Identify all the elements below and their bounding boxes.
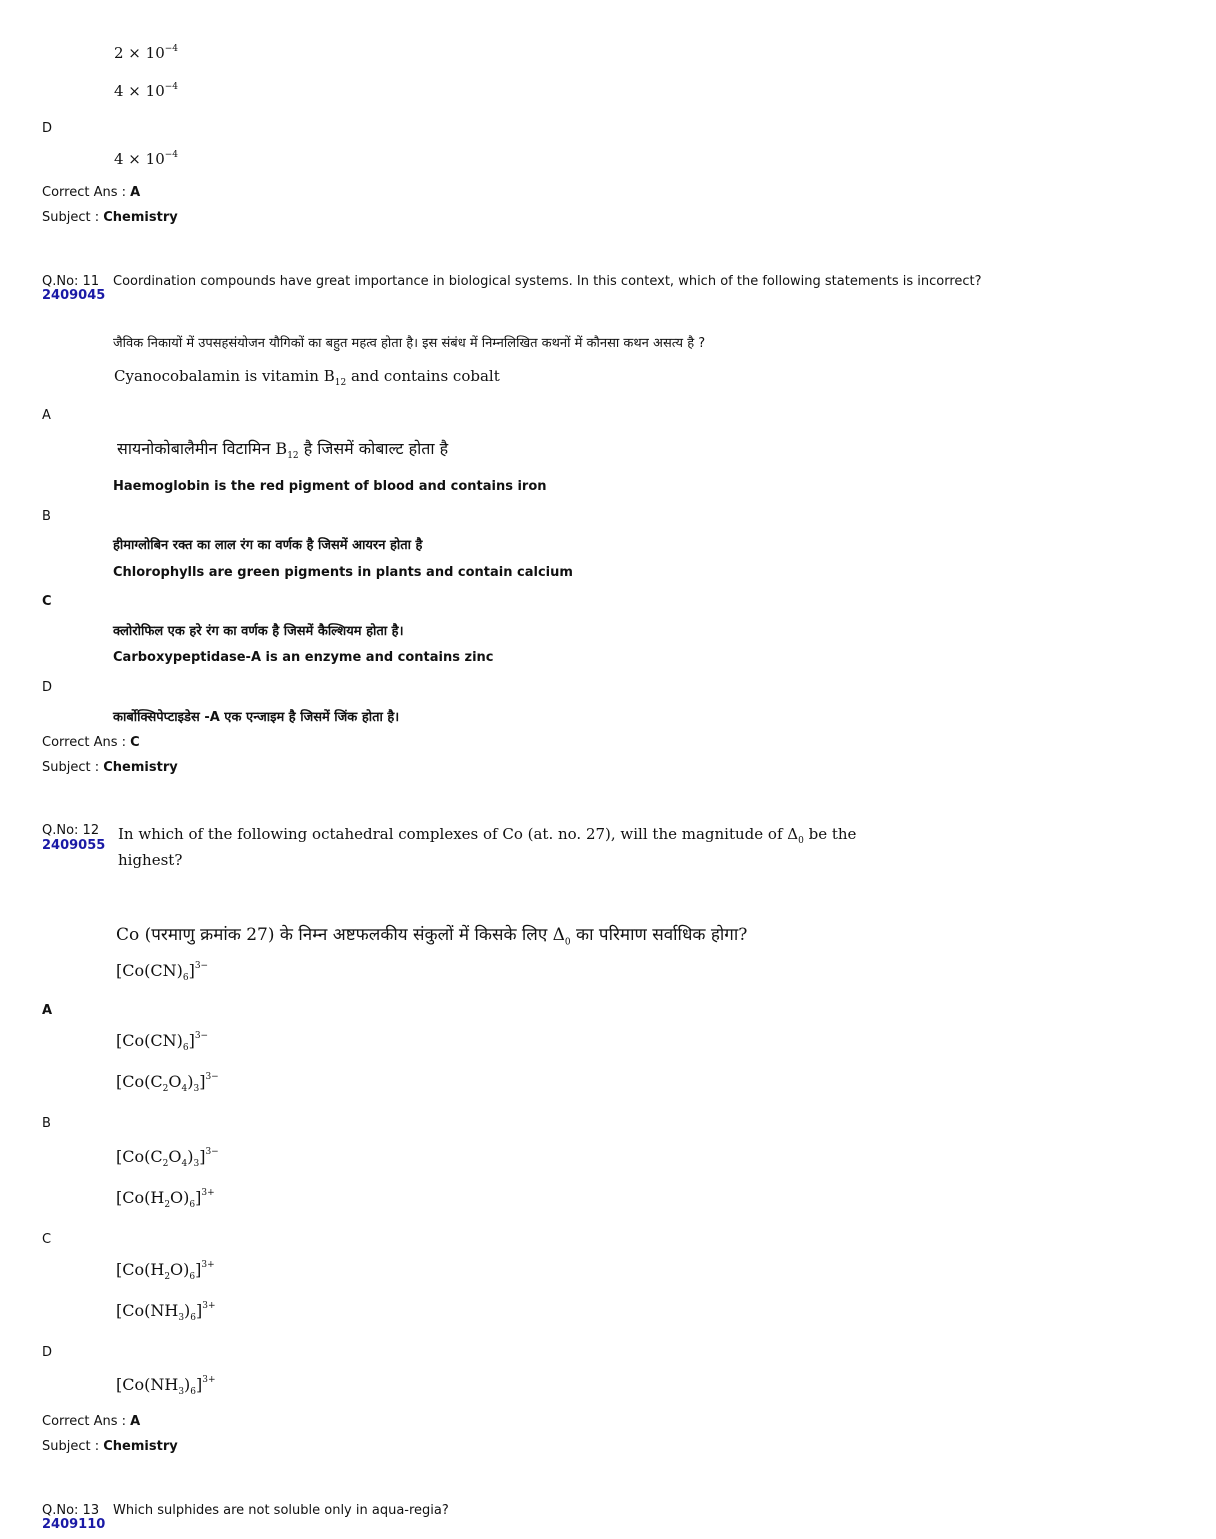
q11-subject: Subject : Chemistry <box>42 760 178 775</box>
q11-number: Q.No: 11 <box>42 274 100 289</box>
prev-option-d-label: D <box>42 121 53 136</box>
q11-option-c-english: Chlorophylls are green pigments in plants and contain calcium <box>113 565 573 580</box>
q11-text-english: Coordination compounds have great importance in biological systems. In this context, which of the following statements is incorrect? <box>113 274 982 289</box>
q12-option-a-hindi: $[Co(CN)_6]^{3-}$ <box>116 1031 209 1053</box>
q11-option-d-hindi: कार्बोक्सिपेप्टाइडेस -A एक एन्जाइम है जिसमें जिंक होता है। <box>113 710 400 725</box>
q12-option-c-hindi: $[Co(H_2O)_6]^{3+}$ <box>116 1260 215 1282</box>
q12-id: 2409055 <box>42 838 106 853</box>
q12-text-english-line2: highest? <box>118 851 183 869</box>
q12-option-c-label: C <box>42 1232 52 1247</box>
q11-option-d-english: Carboxypeptidase-A is an enzyme and contains zinc <box>113 650 494 665</box>
q11-option-c-label: C <box>42 594 52 609</box>
q11-option-c-hindi: क्लोरोफिल एक हरे रंग का वर्णक है जिसमें कैल्शियम होता है। <box>113 624 404 639</box>
q12-option-d-label: D <box>42 1345 53 1360</box>
q11-option-d-label: D <box>42 680 53 695</box>
q12-number: Q.No: 12 <box>42 823 100 838</box>
q11-option-a-hindi: सायनोकोबालैमीन विटामिन $B_{12}$ है जिसमें कोबाल्ट होता है <box>117 439 449 462</box>
prev-option-d-hindi: $4 \times 10^{-4}$ <box>114 150 179 168</box>
prev-option-c-value: $2 \times 10^{-4}$ <box>114 44 179 62</box>
q12-option-c-english: $[Co(H_2O)_6]^{3+}$ <box>116 1188 215 1210</box>
q12-correct-answer: Correct Ans : A <box>42 1414 141 1429</box>
q11-id: 2409045 <box>42 288 106 303</box>
q12-option-d-english: $[Co(NH_3)_6]^{3+}$ <box>116 1301 216 1323</box>
q11-text-hindi: जैविक निकायों में उपसहसंयोजन यौगिकों का बहुत महत्व होता है। इस संबंध में निम्नलिखित कथनों में कौनसा कथन असत्य है ? <box>113 336 706 351</box>
q11-option-a-english: Cyanocobalamin is vitamin $B_{12}$ and contains cobalt <box>114 367 500 388</box>
q12-option-d-hindi: $[Co(NH_3)_6]^{3+}$ <box>116 1375 216 1397</box>
q12-option-a-label: A <box>42 1003 53 1018</box>
q13-id: 2409110 <box>42 1517 106 1532</box>
prev-subject: Subject : Chemistry <box>42 210 178 225</box>
q12-text-hindi: Co (परमाणु क्रमांक 27) के निम्न अष्टफलकीय संकुलों में किसके लिए $\Delta_0$ का परिमाण सर्वाधिक होगा? <box>116 925 748 948</box>
prev-option-d-english: $4 \times 10^{-4}$ <box>114 82 179 100</box>
q11-option-b-english: Haemoglobin is the red pigment of blood and contains iron <box>113 479 547 494</box>
q11-correct-answer: Correct Ans : C <box>42 735 140 750</box>
q11-option-a-label: A <box>42 408 51 423</box>
q13-number: Q.No: 13 <box>42 1503 100 1518</box>
q12-option-b-hindi: $[Co(C_2O_4)_3]^{3-}$ <box>116 1147 219 1169</box>
q12-option-a-english: $[Co(CN)_6]^{3-}$ <box>116 961 209 983</box>
q12-option-b-label: B <box>42 1116 51 1131</box>
prev-correct-answer: Correct Ans : A <box>42 185 141 200</box>
q11-option-b-label: B <box>42 509 51 524</box>
q13-text-english: Which sulphides are not soluble only in aqua-regia? <box>113 1503 449 1518</box>
q11-option-b-hindi: हीमाग्लोबिन रक्त का लाल रंग का वर्णक है जिसमें आयरन होता है <box>113 538 423 553</box>
q12-subject: Subject : Chemistry <box>42 1439 178 1454</box>
q12-option-b-english: $[Co(C_2O_4)_3]^{3-}$ <box>116 1072 219 1094</box>
q12-text-english-line1: In which of the following octahedral complexes of Co (at. no. 27), will the magnitude of $\Delta_0$ be the <box>118 825 857 846</box>
